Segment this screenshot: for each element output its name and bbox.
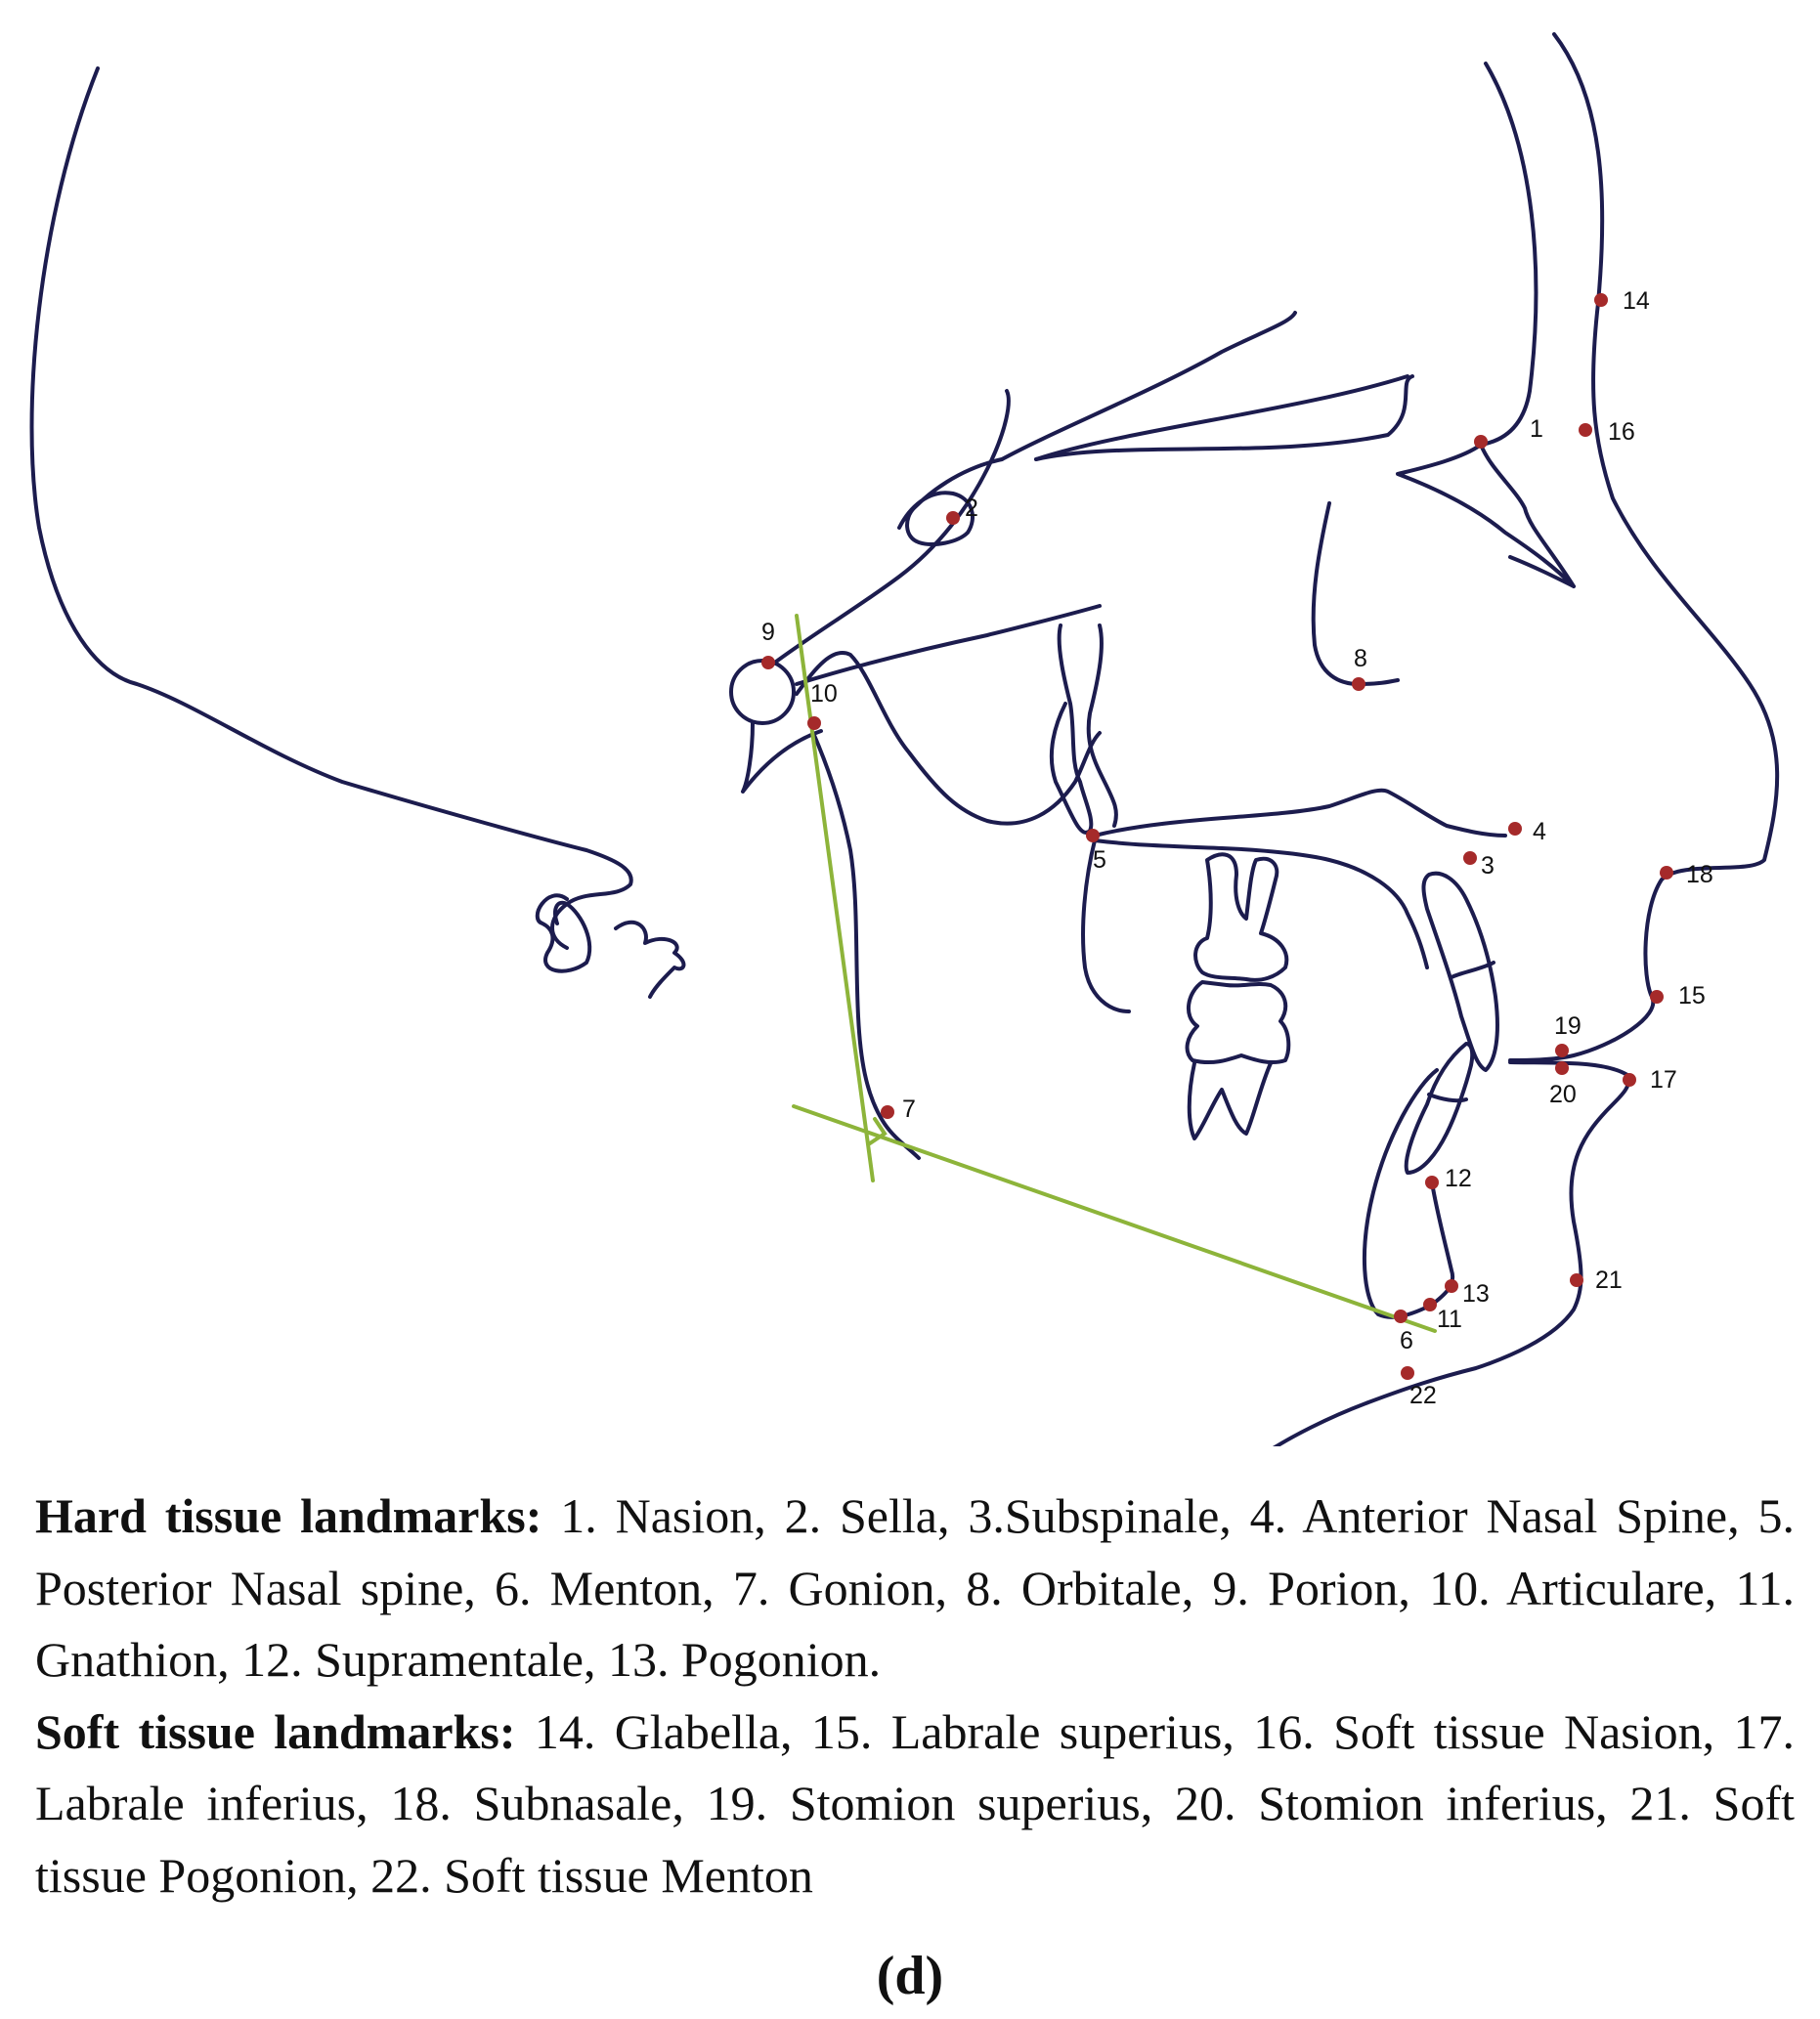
upper-incisor [1423, 874, 1496, 1070]
landmark-label-15: 15 [1678, 982, 1706, 1010]
landmark-label-10: 10 [810, 680, 838, 708]
pterygomaxillary-fissure [1089, 625, 1116, 826]
upper-incisor-crown [1452, 963, 1494, 977]
lower-incisor [1407, 1044, 1472, 1173]
landmark-point-10 [807, 716, 821, 730]
ear-rod-ring [731, 661, 794, 723]
landmark-point-12 [1425, 1176, 1439, 1189]
soft-tissue-list: 14. Glabella, 15. Labrale superius, 16. Soft tissue Nasion, 17. Labrale inferius, 18. Subnasale, 19. Stomion superius, 20. Stomion inferius, 21. Soft tissue Pogonion, 22. Soft tissue Menton [35, 1703, 1795, 1903]
landmark-point-17 [1623, 1073, 1636, 1087]
figure-caption [35, 1481, 1795, 1912]
landmark-label-9: 9 [761, 619, 775, 646]
cranium-outline [32, 68, 631, 948]
lower-molar [1188, 982, 1289, 1062]
soft-tissue-profile [1510, 34, 1777, 1060]
landmark-label-6: 6 [1400, 1327, 1413, 1354]
landmark-label-17: 17 [1650, 1066, 1677, 1094]
landmark-point-2 [946, 511, 960, 525]
mastoid-process [616, 923, 683, 997]
landmark-label-14: 14 [1623, 287, 1650, 315]
landmark-label-19: 19 [1554, 1012, 1582, 1040]
landmark-label-21: 21 [1595, 1267, 1623, 1294]
panel-label: (d) [876, 1946, 944, 2006]
upper-molar [1195, 854, 1286, 980]
soft-tissue-heading: Soft tissue landmarks: [35, 1703, 516, 1759]
landmark-point-4 [1508, 822, 1522, 836]
landmark-label-18: 18 [1686, 861, 1713, 888]
landmark-point-1 [1474, 435, 1488, 449]
landmark-point-20 [1555, 1061, 1569, 1075]
landmark-label-5: 5 [1093, 846, 1106, 874]
landmark-label-7: 7 [902, 1095, 916, 1123]
condyle-outline [743, 723, 821, 792]
landmark-label-4: 4 [1533, 818, 1546, 845]
landmark-point-16 [1579, 423, 1592, 437]
landmark-label-22: 22 [1409, 1382, 1437, 1409]
landmark-label-16: 16 [1608, 418, 1635, 446]
zygomatic-arch [772, 391, 1009, 665]
landmark-point-15 [1650, 990, 1664, 1004]
landmark-point-21 [1570, 1273, 1583, 1287]
landmark-label-20: 20 [1549, 1081, 1577, 1108]
landmark-point-6 [1394, 1310, 1408, 1323]
landmark-point-5 [1086, 829, 1100, 842]
landmark-point-11 [1423, 1298, 1437, 1311]
landmark-point-18 [1660, 866, 1673, 880]
anterior-cranial-base [1002, 313, 1295, 459]
mandibular-plane [794, 1106, 1435, 1331]
landmark-point-19 [1555, 1044, 1569, 1057]
landmark-label-1: 1 [1530, 415, 1543, 443]
lower-molar-roots [1190, 1063, 1271, 1138]
landmark-label-12: 12 [1445, 1165, 1472, 1192]
hard-tissue-heading: Hard tissue landmarks: [35, 1488, 542, 1543]
symphysis-outer [1365, 1070, 1452, 1317]
landmark-point-3 [1463, 851, 1477, 865]
lower-lip-soft-tissue [1261, 1062, 1628, 1446]
landmark-label-11: 11 [1437, 1306, 1462, 1333]
ramus-posterior [813, 733, 919, 1158]
landmark-point-8 [1352, 677, 1365, 691]
landmark-point-9 [761, 656, 775, 669]
landmark-point-13 [1445, 1279, 1458, 1293]
landmark-label-8: 8 [1354, 645, 1367, 672]
hard-tissue-list: 1. Nasion, 2. Sella, 3.Subspinale, 4. Anterior Nasal Spine, 5. Posterior Nasal spine, 6. Menton, 7. Gonion, 8. Orbitale, 9. Porion, 10. Articulare, 11. Gnathion, 12. Supramentale, 13. Pogonion. [35, 1488, 1795, 1687]
landmark-point-14 [1594, 293, 1608, 307]
landmark-point-22 [1401, 1366, 1414, 1380]
frontal-bone [1398, 64, 1574, 586]
palate-upper [1095, 791, 1505, 836]
landmark-point-7 [881, 1105, 894, 1119]
landmark-label-13: 13 [1462, 1280, 1490, 1308]
landmark-label-3: 3 [1481, 852, 1495, 880]
landmark-label-2: 2 [965, 494, 978, 522]
